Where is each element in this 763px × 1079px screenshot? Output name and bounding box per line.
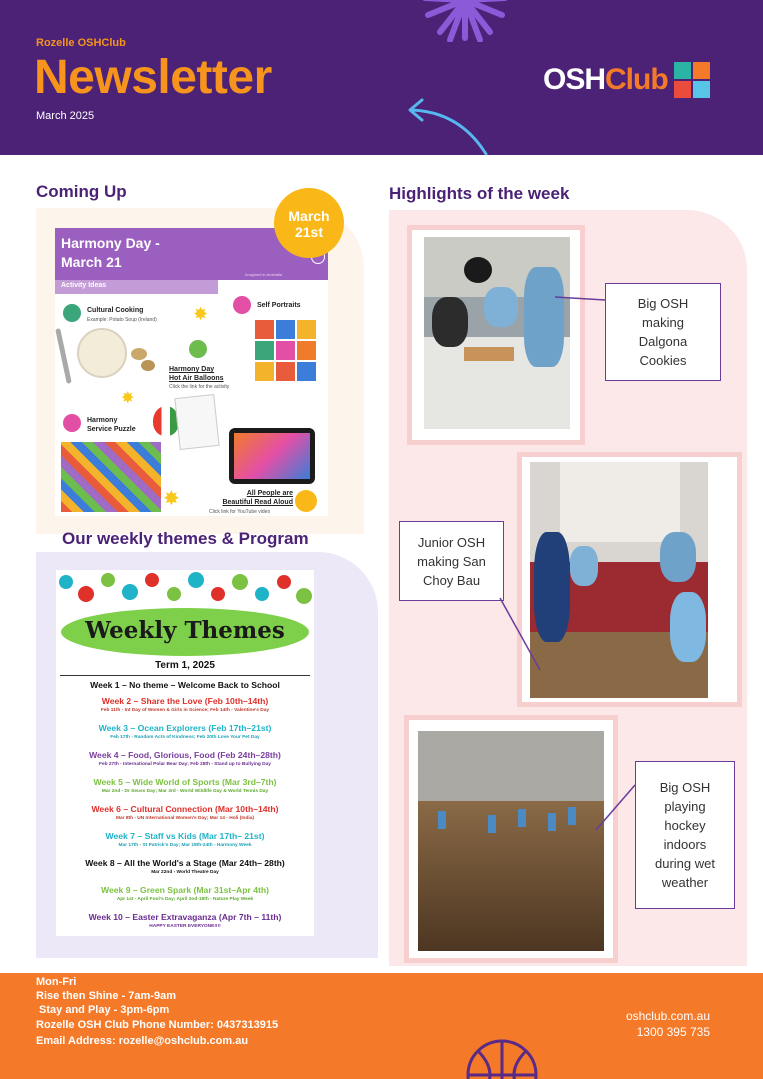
- week-theme-9: Week 9 – Green Spark (Mar 31st–Apr 4th): [101, 885, 269, 895]
- logo-osh: OSH: [543, 63, 606, 96]
- cultural-cooking-sub: Example: Potato Soup (Ireland): [87, 317, 157, 323]
- star-icon-3: ✸: [163, 488, 180, 510]
- highlights-heading: Highlights of the week: [389, 184, 570, 203]
- puzzle-line1: Harmony: [87, 417, 118, 424]
- activity-label: Activity Ideas: [61, 282, 107, 289]
- badge-day: 21st: [294, 224, 324, 240]
- logo-club: Club: [605, 63, 668, 96]
- callout3-line5: during wet: [655, 856, 715, 871]
- week-theme-6: Week 6 – Cultural Connection (Mar 10th–14th): [91, 804, 279, 814]
- footer-phone: 1300 395 735: [636, 1025, 710, 1039]
- page-footer: [0, 973, 763, 1079]
- basketball-icon: [462, 1035, 542, 1079]
- star-icon: ✸: [193, 304, 209, 324]
- callout3-line4: indoors: [663, 837, 707, 852]
- week-theme-5: Week 5 – Wide World of Sports (Mar 3rd–7th): [93, 777, 277, 787]
- read-aloud-sub: Click link for YouTube video: [209, 509, 271, 515]
- week-theme-2: Week 2 – Share the Love (Feb 10th–14th): [101, 696, 269, 706]
- week-theme-6-dates: Mar 8th - UN International Women's Day; Mar 14 - Holi (India): [115, 816, 255, 821]
- week-theme-5-dates: Mar 2nd - Dr Seuss Day; Mar 3rd - World Wildlife Day & World Tennis Day: [101, 789, 269, 794]
- callout1-line1: Big OSH: [637, 296, 689, 311]
- week-theme-4: Week 4 – Food, Glorious, Food (Feb 24th–28th): [89, 750, 281, 760]
- hot-air-line2: Hot Air Balloons: [169, 375, 224, 382]
- callout1-line2: making: [642, 315, 684, 330]
- footer-morning: Rise then Shine - 7am-9am: [36, 990, 176, 1002]
- callout2-line2: making San: [417, 553, 486, 569]
- callout3-line2: playing: [664, 799, 706, 814]
- self-portraits-title: Self Portraits: [257, 302, 301, 309]
- flyer-small-text: Imagined in Australia: [245, 272, 283, 277]
- week-theme-7-dates: Mar 17th - St Patrick's Day; Mar 18th-24th - Harmony Week: [118, 843, 252, 848]
- page-title: Newsletter: [34, 51, 272, 104]
- term-label: Term 1, 2025: [155, 660, 215, 671]
- callout3-line6: weather: [661, 875, 709, 890]
- flyer-title-line1: Harmony Day -: [61, 235, 160, 251]
- week-theme-8-dates: Mar 22nd - World Theatre Day: [151, 870, 219, 875]
- week-theme-7: Week 7 – Staff vs Kids (Mar 17th– 21st): [105, 831, 265, 841]
- callout1-line3: Dalgona: [638, 334, 688, 349]
- footer-afternoon: Stay and Play - 3pm-6pm: [36, 1004, 170, 1016]
- weekly-heading: Our weekly themes & Program: [62, 529, 309, 548]
- read-line2: Beautiful Read Aloud: [222, 499, 293, 506]
- footer-website[interactable]: oshclub.com.au: [625, 1009, 710, 1023]
- callout3-line1: Big OSH: [659, 780, 711, 795]
- hot-air-sub: Click the link for the activity: [169, 384, 230, 390]
- week-theme-8: Week 8 – All the World's a Stage (Mar 24th– 28th): [85, 858, 285, 868]
- callout1-line4: Cookies: [639, 353, 687, 368]
- callout2-line3: Choy Bau: [422, 572, 481, 588]
- week-theme-9-dates: Apr 1st - April Fool's Day; April 2nd-18th - Nature Play Week: [116, 897, 254, 902]
- footer-email[interactable]: Email Address: rozelle@oshclub.com.au: [36, 1035, 249, 1047]
- weekly-themes-title: Weekly Themes: [85, 617, 285, 644]
- badge-month: March: [288, 208, 330, 224]
- callout2-line1: Junior OSH: [417, 534, 486, 550]
- star-icon-2: ✸: [121, 390, 135, 407]
- hot-air-line1: Harmony Day: [169, 366, 215, 373]
- week-theme-10: Week 10 – Easter Extravaganza (Apr 7th – 11th): [88, 912, 282, 922]
- week-theme-3-dates: Feb 17th - Random Acts of Kindness; Feb 20th Love Your Pet Day: [110, 735, 260, 740]
- week-theme-1: Week 1 – No theme – Welcome Back to School: [90, 680, 280, 690]
- read-line1: All People are: [246, 490, 293, 497]
- week-theme-10-dates: HAPPY EASTER EVERYONE!!!!: [149, 924, 221, 929]
- callout3-line3: hockey: [664, 818, 706, 833]
- puzzle-line2: Service Puzzle: [87, 426, 136, 433]
- footer-phone-number: Rozelle OSH Club Phone Number: 0437313915: [36, 1019, 279, 1031]
- org-name: Rozelle OSHClub: [36, 37, 126, 49]
- footer-days: Mon-Fri: [36, 976, 77, 988]
- week-theme-4-dates: Feb 27th - International Polar Bear Day; Feb 28th - Stand up to Bullying Day: [99, 762, 271, 767]
- coming-up-heading: Coming Up: [36, 182, 127, 201]
- week-theme-3: Week 3 – Ocean Explorers (Feb 17th–21st): [98, 723, 272, 733]
- week-theme-2-dates: Feb 11th - Int Day of Women & Girls in Science; Feb 14th - Valentine's Day: [100, 708, 270, 713]
- flyer-title-line2: March 21: [61, 254, 122, 270]
- issue-date: March 2025: [36, 110, 95, 122]
- cultural-cooking-title: Cultural Cooking: [87, 307, 144, 314]
